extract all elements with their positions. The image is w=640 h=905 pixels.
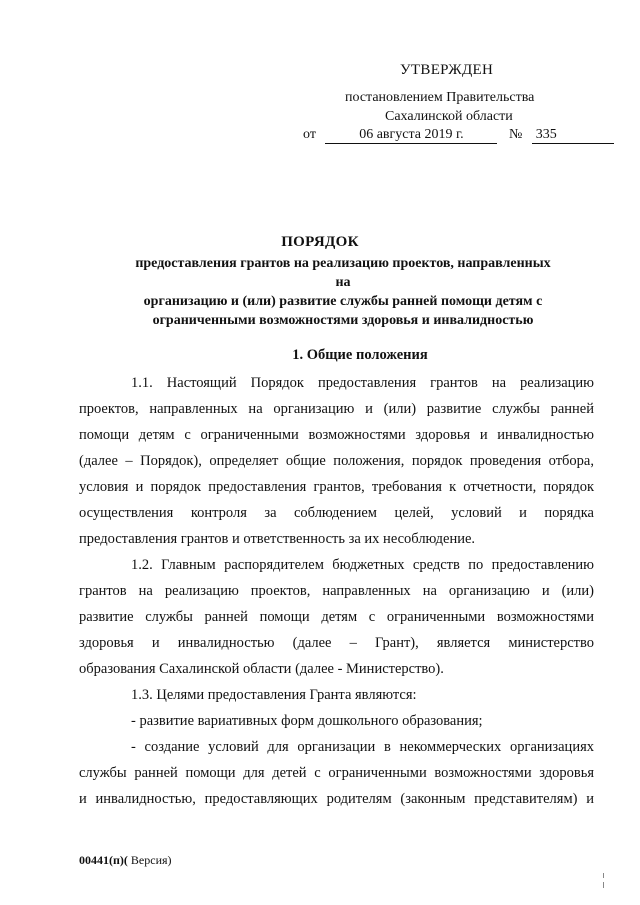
body-line: 1.1. Настоящий Порядок предоставления грантов на реализацию xyxy=(131,375,594,391)
body-line: - развитие вариативных форм дошкольного образования; xyxy=(131,713,483,729)
body-line: предоставления грантов и ответственность за их несоблюдение. xyxy=(79,531,476,547)
document-title: ПОРЯДОК xyxy=(281,234,359,250)
document-subtitle-line: организацию и (или) развитие службы ранней помощи детям с xyxy=(143,294,543,309)
body-line: грантов на реализацию проектов, направленных на организацию и (или) xyxy=(79,583,594,599)
document-subtitle-line: предоставления грантов на реализацию проектов, направленных на xyxy=(135,256,551,290)
body-line: условия и порядок предоставления грантов, требования к отчетности, порядок xyxy=(79,479,594,495)
body-line: и инвалидностью, предоставляющих родителям (законным представителям) и xyxy=(79,791,594,807)
body-line: 1.2. Главным распорядителем бюджетных средств по предоставлению xyxy=(131,557,594,573)
body-line: службы ранней помощи для детей с ограниченными возможностями здоровья xyxy=(79,765,594,781)
body-line: осуществления контроля за соблюдением целей, условий и порядка xyxy=(79,505,594,521)
body-line: помощи детям с ограниченными возможностями здоровья и инвалидностью xyxy=(79,427,594,443)
body-line: проектов, направленных на организацию и (или) развитие службы ранней xyxy=(79,401,594,417)
body-line: 1.3. Целями предоставления Гранта являются: xyxy=(131,687,417,703)
document-subtitle xyxy=(128,254,558,330)
scan-artifact-mark xyxy=(603,873,604,878)
body-line: образования Сахалинской области (далее - Министерство). xyxy=(79,661,444,677)
document-subtitle-line: ограниченными возможностями здоровья и инвалидностью xyxy=(152,313,534,328)
scan-artifact-mark xyxy=(603,882,604,888)
footer-code-version: Версия) xyxy=(127,853,172,867)
approval-date-prefix: от xyxy=(303,127,316,142)
approval-issuer-line-2: Сахалинской области xyxy=(385,109,513,124)
approval-number-prefix: № xyxy=(508,127,523,142)
footer-document-code xyxy=(79,853,172,868)
approval-date-row xyxy=(303,127,614,144)
body-line: развитие службы ранней помощи детям с ограниченными возможностями xyxy=(79,609,594,625)
approval-title: УТВЕРЖДЕН xyxy=(400,62,494,78)
body-line: (далее – Порядок), определяет общие положения, порядок проведения отбора, xyxy=(79,453,594,469)
body-line: здоровья и инвалидностью (далее – Грант), является министерство xyxy=(79,635,594,651)
footer-code-number: 00441(п)( xyxy=(79,853,128,867)
approval-date-value: 06 августа 2019 г. xyxy=(325,127,497,144)
approval-number-value: 335 xyxy=(532,127,614,144)
body-line: - создание условий для организации в некоммерческих организациях xyxy=(131,739,594,755)
approval-issuer-line-1: постановлением Правительства xyxy=(345,90,535,105)
section-heading: 1. Общие положения xyxy=(292,347,428,363)
